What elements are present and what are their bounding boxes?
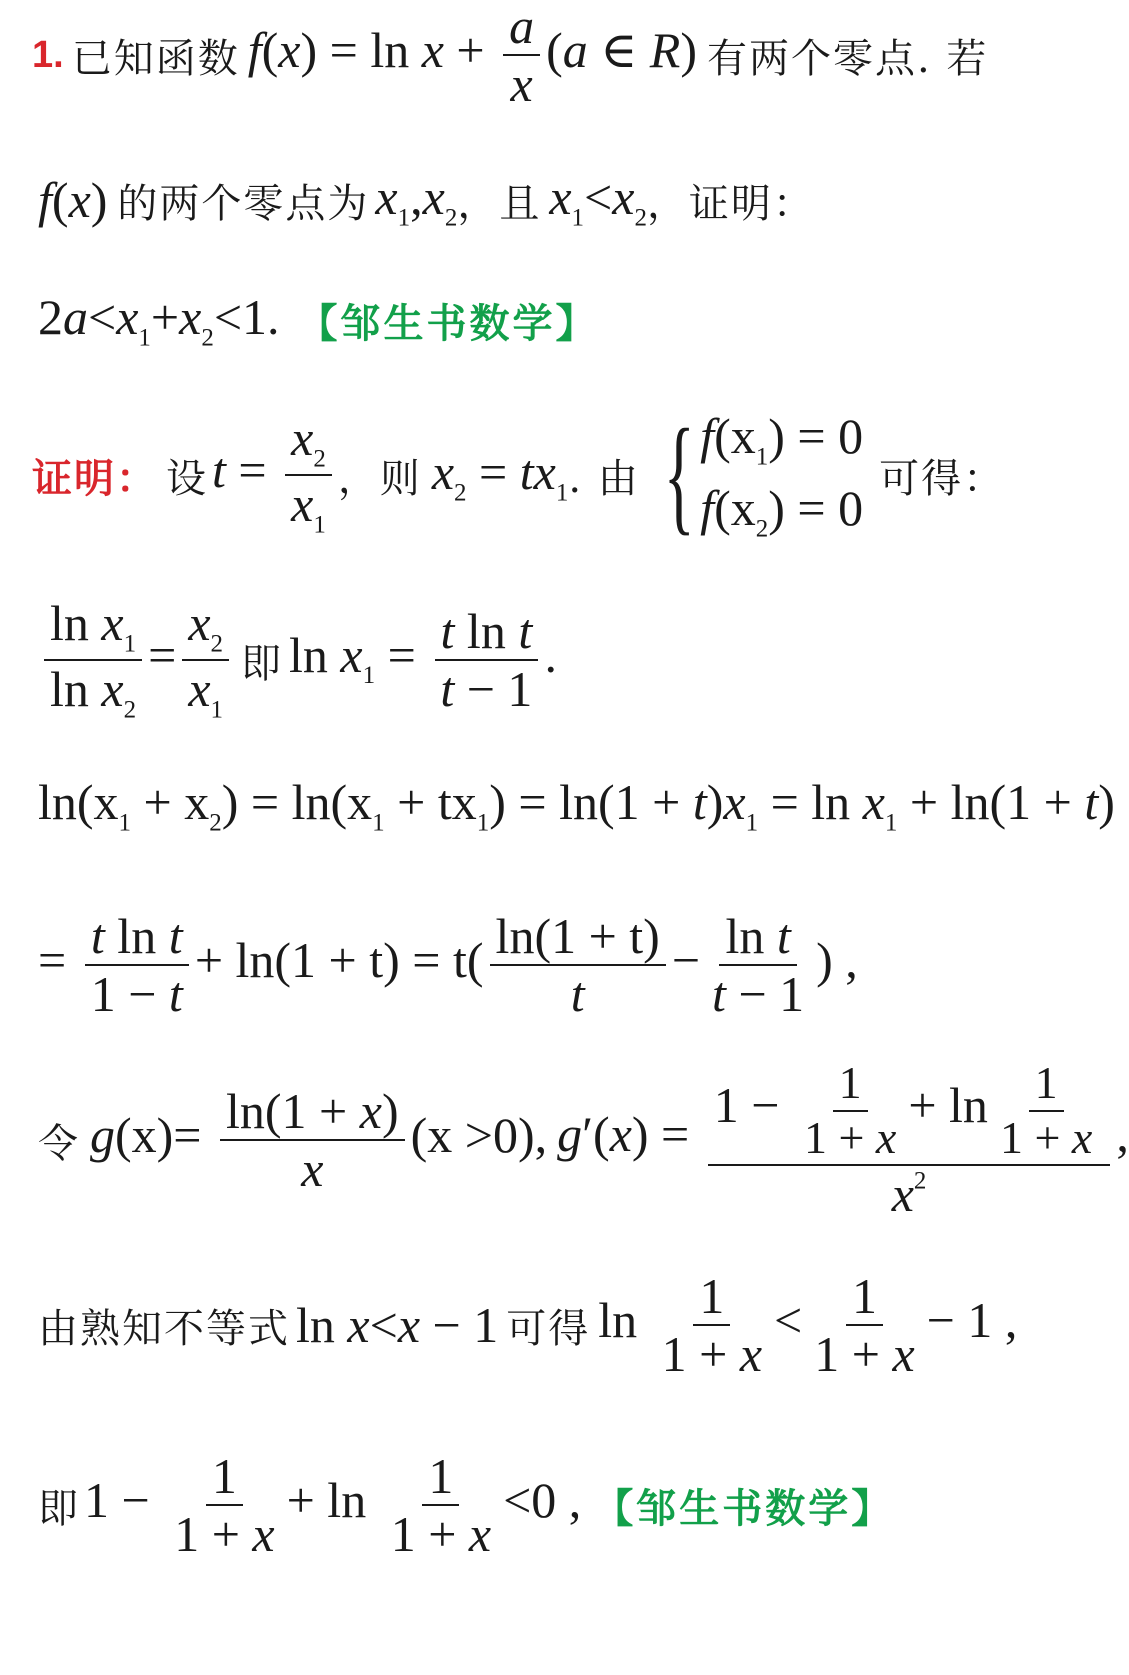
source-tag-2: 【邹生书数学】	[593, 1484, 895, 1532]
problem-line-3	[38, 285, 599, 355]
problem-intro-text: 已知函数	[71, 35, 240, 82]
ie-text-2: 即	[38, 1485, 80, 1532]
proof-line-7	[38, 1435, 894, 1575]
target-inequality: $2a<x_1+x_2<1$.	[38, 288, 280, 352]
proof-line-6	[38, 1255, 1017, 1395]
log-ratio-equation: $\frac{\ln x_1}{\ln x_2}$ = $\frac{x_2}{x_1}$	[38, 597, 235, 724]
proof-line-2	[38, 590, 557, 730]
proof-line-5	[38, 1055, 1129, 1225]
zeros-text: 的两个零点为	[117, 180, 370, 227]
source-tag: 【邹生书数学】	[297, 299, 599, 347]
g-definition: g(x)= $\frac{\ln(1 + x)}{x}$ (x >0),	[90, 1082, 548, 1197]
order-expression: $x_1<x_2$	[549, 168, 647, 232]
set-text: 设	[166, 455, 208, 502]
g-derivative: g′(x) = 1 − $\frac{1}{1 + x}$ + ln $\frac{1}{1 + x}$ $x^2$ ,	[557, 1057, 1129, 1223]
zeros-expression: $x_1,x_2$	[375, 168, 458, 232]
ln-x1-expression: $\ln x_1$ = $\frac{\text{t ln t}}{t - 1}$ .	[289, 602, 557, 717]
problem-line-1	[32, 0, 989, 112]
from-text: . 由	[568, 455, 640, 502]
ln-sum-rewrite: = $\frac{\text{t ln t}}{1 - t}$ + ln(1 + t) = t( $\frac{\ln(1 + t)}{t}$ − $\frac{\text{ln t}}{t - 1}$ ) ,	[38, 907, 858, 1022]
derived-inequality: ln $\frac{1}{1 + x}$ < $\frac{1}{1 + x}$ − 1 ,	[598, 1267, 1018, 1382]
obtain-text-2: 可得	[506, 1305, 591, 1352]
ie-text: 即	[241, 640, 284, 687]
t-definition: t = $\frac{x_2}{x_1}$	[212, 412, 338, 539]
equation-system: { $f(x_1) = 0$ $f(x_2) = 0$	[663, 403, 864, 547]
problem-condition-text: 有两个零点. 若	[707, 35, 989, 82]
let-text: 令	[38, 1120, 80, 1167]
proof-line-4	[38, 895, 858, 1035]
prove-text: ，证明：	[646, 180, 815, 227]
then-text: ，则	[337, 455, 422, 502]
obtain-text: 可得：	[879, 455, 1006, 502]
problem-number: 1.	[32, 33, 64, 76]
problem-line-2	[38, 165, 815, 235]
fx-expression: f(x)	[38, 172, 108, 228]
proof-line-3	[38, 770, 1115, 840]
known-inequality-text: 由熟知不等式	[38, 1305, 290, 1352]
ln-sum-expansion: $\ln(x_1 + x_2) = \ln(x_1 + tx_1) = \ln(1 + t)x_1 = \ln x_1 + \ln(1 + t)$	[38, 773, 1115, 837]
known-inequality: ln x<x − 1	[296, 1297, 499, 1353]
final-inequality: 1 − $\frac{1}{1 + x}$ + ln $\frac{1}{1 + x}$ <0 ,	[84, 1447, 582, 1562]
x2-relation: $x_2 = tx_1$	[431, 443, 569, 507]
proof-label: 证明：	[32, 454, 158, 502]
and-text: ，且	[457, 180, 542, 227]
proof-line-1	[32, 400, 1005, 550]
function-definition: f(x) = ln x + $\frac{a}{x}$ (a ∈ R)	[247, 0, 697, 112]
